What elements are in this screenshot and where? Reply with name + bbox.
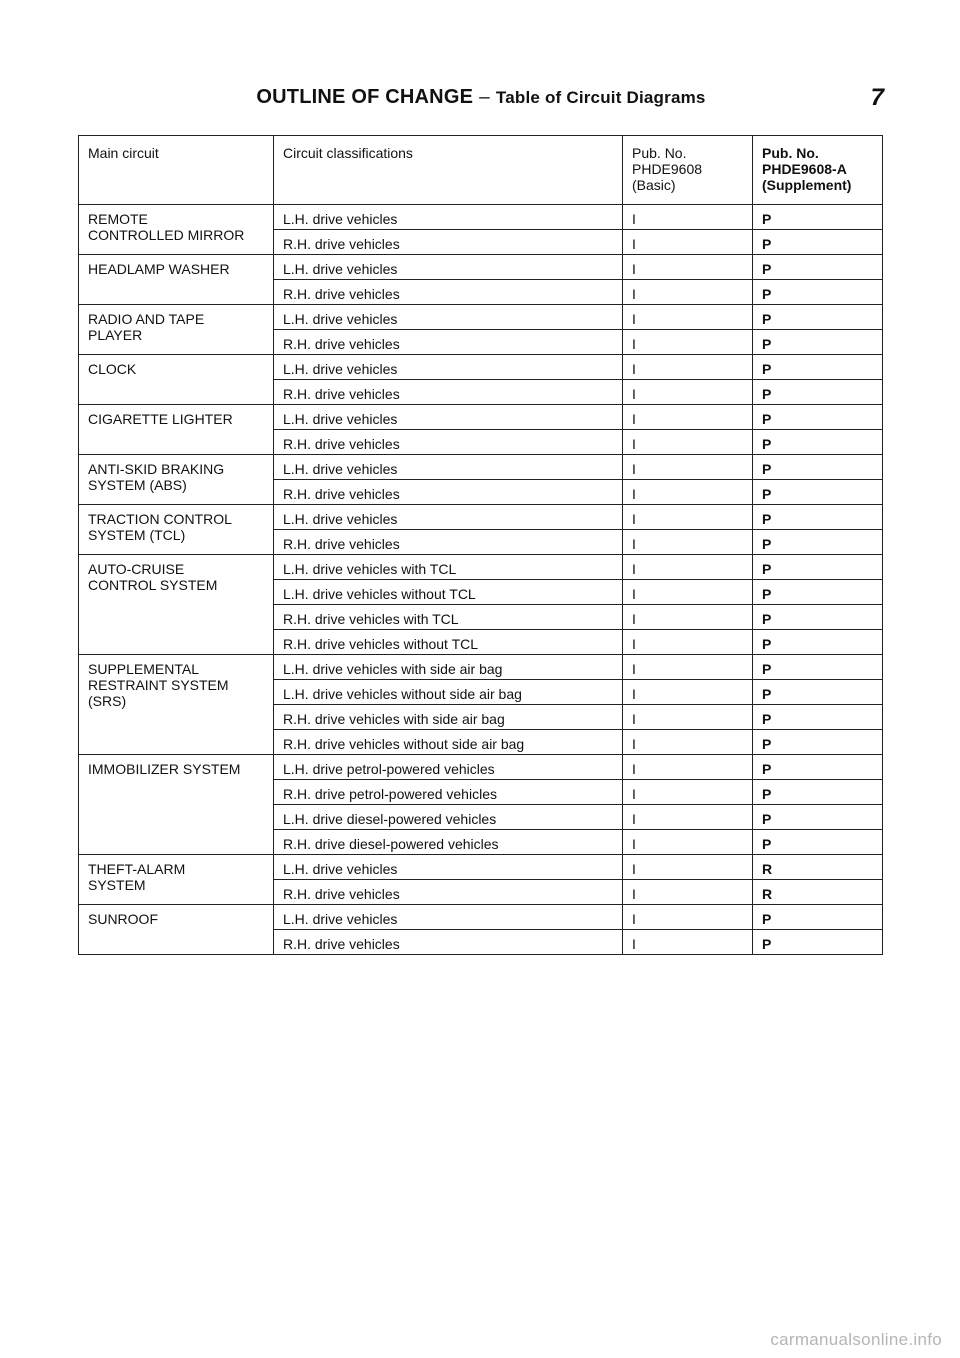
main-circuit-cell — [79, 505, 274, 555]
col-header-supplement-line: Pub. No. — [762, 145, 819, 161]
main-circuit-cell — [79, 855, 274, 905]
page-header — [78, 86, 884, 116]
basic-pub-cell: I — [623, 505, 753, 530]
basic-pub-cell: I — [623, 455, 753, 480]
watermark: carmanualsonline.info — [770, 1330, 942, 1349]
table-body — [79, 205, 883, 955]
basic-pub-cell: I — [623, 430, 753, 455]
classification-cell: R.H. drive vehicles — [274, 480, 623, 505]
main-circuit-line: CONTROL SYSTEM — [88, 577, 218, 593]
basic-pub-cell: I — [623, 355, 753, 380]
table-row — [79, 555, 883, 580]
table-row — [79, 255, 883, 280]
classification-cell: L.H. drive vehicles — [274, 855, 623, 880]
col-header-supplement-line: PHDE9608-A — [762, 161, 847, 177]
supplement-pub-cell: P — [753, 380, 883, 405]
supplement-pub-cell: R — [753, 880, 883, 905]
main-circuit-cell — [79, 555, 274, 655]
classification-cell: R.H. drive vehicles without TCL — [274, 630, 623, 655]
table-row — [79, 905, 883, 930]
main-circuit-cell — [79, 755, 274, 855]
classification-cell: L.H. drive vehicles — [274, 405, 623, 430]
basic-pub-cell: I — [623, 855, 753, 880]
classification-cell: L.H. drive vehicles — [274, 505, 623, 530]
col-header-basic — [623, 136, 753, 205]
title-dash: – — [479, 87, 490, 108]
supplement-pub-cell: P — [753, 205, 883, 230]
basic-pub-cell: I — [623, 405, 753, 430]
supplement-pub-cell: P — [753, 730, 883, 755]
page-title — [78, 86, 884, 109]
basic-pub-cell: I — [623, 830, 753, 855]
classification-cell: R.H. drive vehicles — [274, 430, 623, 455]
supplement-pub-cell: P — [753, 705, 883, 730]
main-circuit-cell — [79, 905, 274, 955]
main-circuit-cell — [79, 355, 274, 405]
main-circuit-cell — [79, 305, 274, 355]
main-circuit-cell — [79, 255, 274, 305]
main-circuit-line: RADIO AND TAPE — [88, 311, 205, 327]
supplement-pub-cell: P — [753, 755, 883, 780]
classification-cell: R.H. drive petrol-powered vehicles — [274, 780, 623, 805]
supplement-pub-cell: P — [753, 305, 883, 330]
table-row — [79, 305, 883, 330]
classification-cell: L.H. drive vehicles without TCL — [274, 580, 623, 605]
supplement-pub-cell: P — [753, 430, 883, 455]
basic-pub-cell: I — [623, 305, 753, 330]
classification-cell: R.H. drive vehicles — [274, 380, 623, 405]
supplement-pub-cell: P — [753, 655, 883, 680]
classification-cell: L.H. drive vehicles without side air bag — [274, 680, 623, 705]
main-circuit-line: RESTRAINT SYSTEM — [88, 677, 229, 693]
basic-pub-cell: I — [623, 580, 753, 605]
table-row — [79, 655, 883, 680]
table-row — [79, 355, 883, 380]
supplement-pub-cell: P — [753, 355, 883, 380]
main-circuit-line: HEADLAMP WASHER — [88, 261, 230, 277]
supplement-pub-cell: P — [753, 805, 883, 830]
basic-pub-cell: I — [623, 930, 753, 955]
main-circuit-cell — [79, 655, 274, 755]
classification-cell: L.H. drive vehicles with side air bag — [274, 655, 623, 680]
classification-cell: L.H. drive diesel-powered vehicles — [274, 805, 623, 830]
classification-cell: R.H. drive vehicles without side air bag — [274, 730, 623, 755]
supplement-pub-cell: P — [753, 555, 883, 580]
classification-cell: L.H. drive vehicles — [274, 355, 623, 380]
col-header-basic-line: Pub. No. — [632, 145, 687, 161]
main-circuit-line: AUTO-CRUISE — [88, 561, 185, 577]
basic-pub-cell: I — [623, 230, 753, 255]
basic-pub-cell: I — [623, 380, 753, 405]
main-circuit-line: SYSTEM (ABS) — [88, 477, 187, 493]
col-header-basic-line: (Basic) — [632, 177, 676, 193]
basic-pub-cell: I — [623, 530, 753, 555]
col-header-basic-line: PHDE9608 — [632, 161, 703, 177]
supplement-pub-cell: P — [753, 630, 883, 655]
circuit-diagram-table — [78, 135, 883, 955]
classification-cell: L.H. drive vehicles — [274, 455, 623, 480]
classification-cell: R.H. drive vehicles with side air bag — [274, 705, 623, 730]
classification-cell: R.H. drive vehicles — [274, 530, 623, 555]
classification-cell: R.H. drive vehicles with TCL — [274, 605, 623, 630]
classification-cell: L.H. drive vehicles with TCL — [274, 555, 623, 580]
supplement-pub-cell: P — [753, 405, 883, 430]
main-circuit-line: SYSTEM (TCL) — [88, 527, 186, 543]
page-number: 7 — [870, 84, 884, 111]
main-circuit-cell — [79, 405, 274, 455]
classification-cell: R.H. drive vehicles — [274, 230, 623, 255]
basic-pub-cell: I — [623, 905, 753, 930]
classification-cell: L.H. drive vehicles — [274, 205, 623, 230]
basic-pub-cell: I — [623, 805, 753, 830]
basic-pub-cell: I — [623, 205, 753, 230]
main-circuit-line: (SRS) — [88, 693, 127, 709]
main-circuit-line: CONTROLLED MIRROR — [88, 227, 245, 243]
main-circuit-line: CLOCK — [88, 361, 137, 377]
supplement-pub-cell: P — [753, 480, 883, 505]
supplement-pub-cell: P — [753, 930, 883, 955]
supplement-pub-cell: P — [753, 605, 883, 630]
title-sub: Table of Circuit Diagrams — [495, 88, 706, 107]
col-header-main-circuit: Main circuit — [79, 136, 274, 205]
basic-pub-cell: I — [623, 605, 753, 630]
title-main: OUTLINE OF CHANGE — [256, 86, 474, 108]
basic-pub-cell: I — [623, 730, 753, 755]
basic-pub-cell: I — [623, 330, 753, 355]
col-header-supplement-line: (Supplement) — [762, 177, 852, 193]
supplement-pub-cell: P — [753, 330, 883, 355]
classification-cell: L.H. drive vehicles — [274, 305, 623, 330]
supplement-pub-cell: P — [753, 280, 883, 305]
main-circuit-line: SUPPLEMENTAL — [88, 661, 199, 677]
basic-pub-cell: I — [623, 255, 753, 280]
table-row — [79, 405, 883, 430]
basic-pub-cell: I — [623, 555, 753, 580]
supplement-pub-cell: P — [753, 530, 883, 555]
supplement-pub-cell: P — [753, 830, 883, 855]
main-circuit-line: THEFT-ALARM — [88, 861, 186, 877]
basic-pub-cell: I — [623, 280, 753, 305]
main-circuit-line: SUNROOF — [88, 911, 158, 927]
basic-pub-cell: I — [623, 630, 753, 655]
classification-cell: R.H. drive vehicles — [274, 280, 623, 305]
main-circuit-line: SYSTEM — [88, 877, 146, 893]
classification-cell: R.H. drive vehicles — [274, 880, 623, 905]
supplement-pub-cell: P — [753, 230, 883, 255]
col-header-classification: Circuit classifications — [274, 136, 623, 205]
supplement-pub-cell: P — [753, 455, 883, 480]
main-circuit-line: PLAYER — [88, 327, 143, 343]
supplement-pub-cell: P — [753, 780, 883, 805]
main-circuit-line: ANTI-SKID BRAKING — [88, 461, 225, 477]
supplement-pub-cell: P — [753, 680, 883, 705]
table-row — [79, 505, 883, 530]
table-row — [79, 855, 883, 880]
main-circuit-cell — [79, 205, 274, 255]
supplement-pub-cell: P — [753, 255, 883, 280]
basic-pub-cell: I — [623, 755, 753, 780]
basic-pub-cell: I — [623, 880, 753, 905]
classification-cell: L.H. drive petrol-powered vehicles — [274, 755, 623, 780]
basic-pub-cell: I — [623, 680, 753, 705]
main-circuit-line: CIGARETTE LIGHTER — [88, 411, 233, 427]
basic-pub-cell: I — [623, 480, 753, 505]
supplement-pub-cell: P — [753, 505, 883, 530]
supplement-pub-cell: P — [753, 905, 883, 930]
table-row — [79, 755, 883, 780]
classification-cell: R.H. drive diesel-powered vehicles — [274, 830, 623, 855]
table-row — [79, 455, 883, 480]
supplement-pub-cell: R — [753, 855, 883, 880]
classification-cell: L.H. drive vehicles — [274, 905, 623, 930]
main-circuit-line: REMOTE — [88, 211, 148, 227]
supplement-pub-cell: P — [753, 580, 883, 605]
basic-pub-cell: I — [623, 705, 753, 730]
classification-cell: L.H. drive vehicles — [274, 255, 623, 280]
col-header-supplement — [753, 136, 883, 205]
classification-cell: R.H. drive vehicles — [274, 330, 623, 355]
main-circuit-line: TRACTION CONTROL — [88, 511, 232, 527]
main-circuit-line: IMMOBILIZER SYSTEM — [88, 761, 241, 777]
classification-cell: R.H. drive vehicles — [274, 930, 623, 955]
basic-pub-cell: I — [623, 780, 753, 805]
table-header-row — [79, 136, 883, 205]
main-circuit-cell — [79, 455, 274, 505]
table-row — [79, 205, 883, 230]
basic-pub-cell: I — [623, 655, 753, 680]
